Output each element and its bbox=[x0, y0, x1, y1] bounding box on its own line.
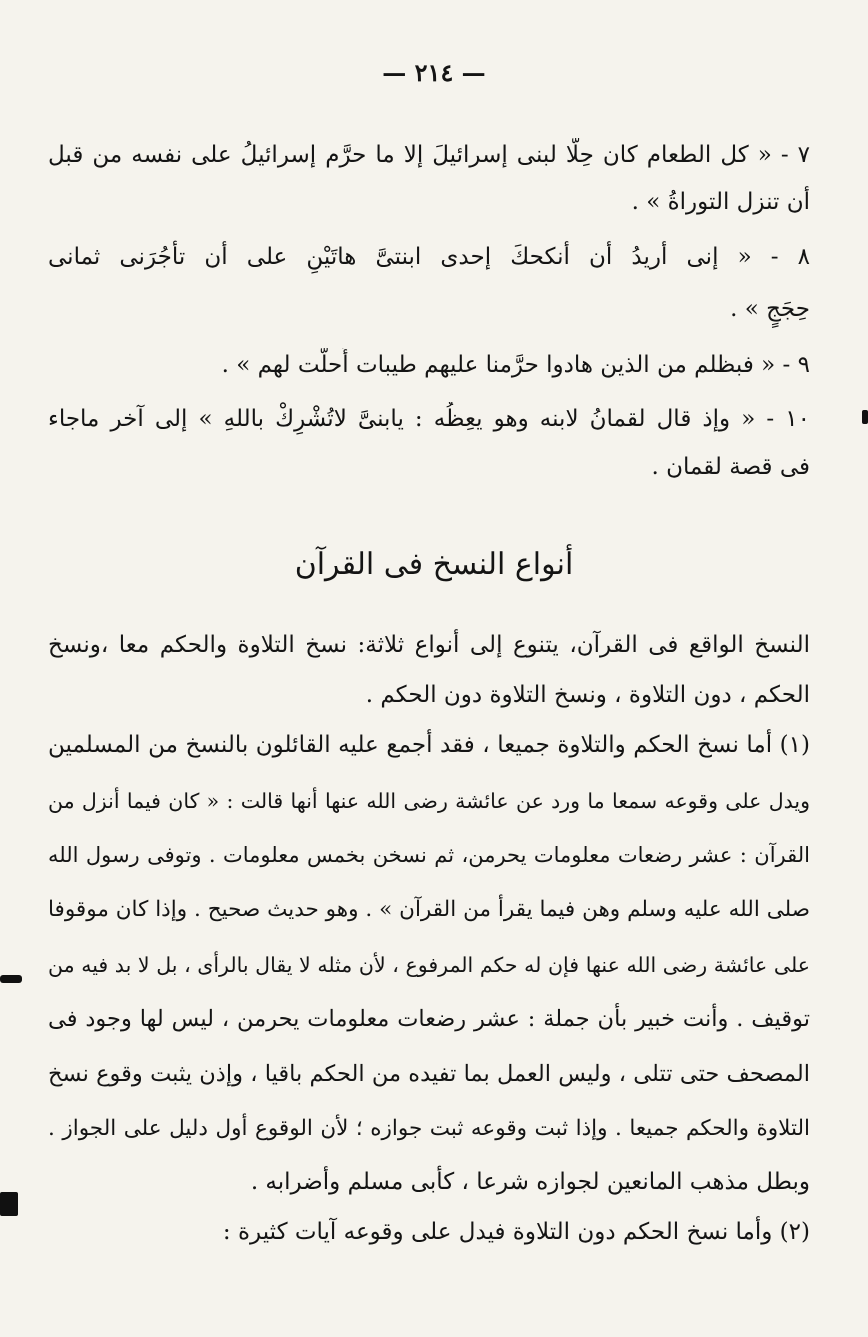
para-1-line-8: التلاوة والحكم جميعا . وإذا ثبت وقوعه ثبت جوازه ؛ لأن الوقوع أول دليل على الجواز . bbox=[48, 1116, 810, 1141]
para-1-line-7: المصحف حتى تتلى ، وليس العمل بما تفيده من الحكم باقيا ، وإذن يثبت وقوع نسخ bbox=[48, 1061, 810, 1087]
intro-line-2: الحكم ، دون التلاوة ، ونسخ التلاوة دون الحكم . bbox=[365, 682, 810, 708]
scan-edge-mark bbox=[0, 1192, 18, 1216]
intro-line-1: النسخ الواقع فى القرآن، يتنوع إلى أنواع ثلاثة: نسخ التلاوة والحكم معا ،ونسخ bbox=[48, 632, 810, 658]
para-1-line-2: ويدل على وقوعه سمعا ما ورد عن عائشة رضى الله عنها أنها قالت : « كان فيما أنزل من bbox=[48, 789, 810, 813]
list-item-8-line-1: ٨ - « إنى أريدُ أن أنكحكَ إحدى ابنتىَّ هاتَيْنِ على أن تأْجُرَنى ثمانى bbox=[48, 244, 810, 270]
para-2-line-1: (٢) وأما نسخ الحكم دون التلاوة فيدل على وقوعه آيات كثيرة : bbox=[222, 1219, 810, 1245]
para-1-line-5: على عائشة رضى الله عنها فإن له حكم المرفوع ، لأن مثله لا يقال بالرأى ، بل لا بد فيه من bbox=[48, 953, 810, 977]
list-item-9-line-1: ٩ - « فبظلم من الذين هادوا حرَّمنا عليهم طيبات أُحلّت لهم » . bbox=[221, 352, 810, 378]
list-item-8-line-2: حِجَجٍ » . bbox=[730, 296, 810, 322]
scan-edge-mark bbox=[0, 975, 22, 983]
list-item-10-line-2: فى قصة لقمان . bbox=[651, 454, 810, 480]
section-heading: أنواع النسخ فى القرآن bbox=[294, 547, 574, 582]
list-item-7-line-1: ٧ - « كل الطعام كان حِلًّا لبنى إسرائيلَ إلا ما حرَّم إسرائيلُ على نفسه من قبل bbox=[48, 142, 810, 168]
list-item-7-line-2: أن تنزل التوراةُ » . bbox=[631, 189, 810, 215]
para-1-line-9: وبطل مذهب المانعين لجوازه شرعا ، كأبى مسلم وأضرابه . bbox=[250, 1169, 810, 1195]
page-number: — ٢١٤ — bbox=[382, 58, 486, 87]
para-1-line-3: القرآن : عشر رضعات معلومات يحرمن، ثم نسخن بخمس معلومات . وتوفى رسول الله bbox=[48, 843, 810, 867]
para-1-line-4: صلى الله عليه وسلم وهن فيما يقرأ من القرآن » . وهو حديث صحيح . وإذا كان موقوفا bbox=[48, 897, 810, 922]
list-item-10-line-1: ١٠ - « وإذ قال لقمانُ لابنه وهو يعِظُه : يابنىَّ لاتُشْرِكْ باللهِ » إلى آخر ماجاء bbox=[48, 406, 810, 432]
scan-edge-mark bbox=[862, 410, 868, 424]
para-1-line-1: (١) أما نسخ الحكم والتلاوة جميعا ، فقد أجمع عليه القائلون بالنسخ من المسلمين bbox=[48, 732, 810, 758]
para-1-line-6: توقيف . وأنت خبير بأن جملة : عشر رضعات معلومات يحرمن ، ليس لها وجود فى bbox=[48, 1006, 810, 1032]
